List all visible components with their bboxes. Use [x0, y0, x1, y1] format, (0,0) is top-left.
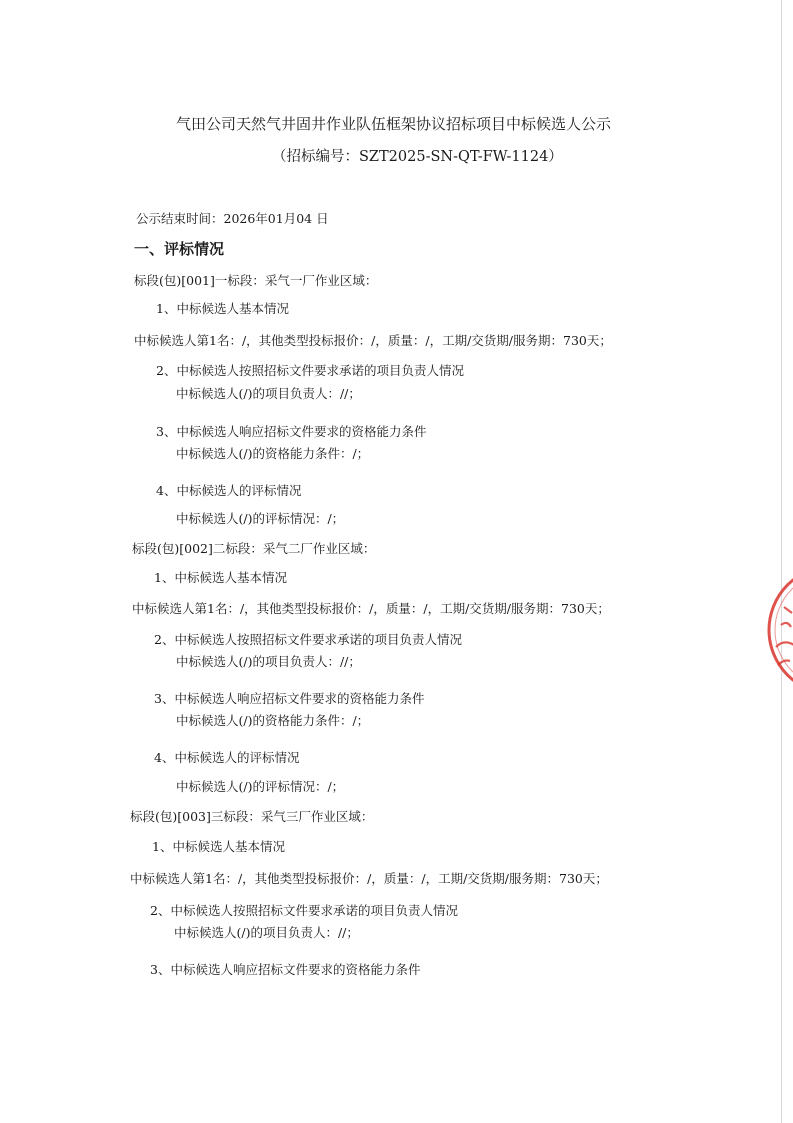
- lot-1-item1-body: 中标候选人第1名：/，其他类型投标报价：/，质量：/，工期/交货期/服务期：730天；: [134, 333, 612, 348]
- lot-1-item2-title: 2、中标候选人按照招标文件要求承诺的项目负责人情况: [156, 363, 464, 378]
- tender-number: （招标编号：SZT2025-SN-QT-FW-1124）: [272, 149, 563, 165]
- lot-2-name: 标段(包)[002]二标段：采气二厂作业区域：: [132, 541, 376, 556]
- lot-2-item3-body: 中标候选人(/)的资格能力条件：/；: [176, 713, 370, 728]
- lot-2-item4-body: 中标候选人(/)的评标情况：/；: [176, 779, 345, 794]
- lot-2-item1-title: 1、中标候选人基本情况: [154, 570, 287, 585]
- lot-2-item1-body: 中标候选人第1名：/，其他类型投标报价：/，质量：/，工期/交货期/服务期：730天；: [132, 601, 610, 616]
- lot-3-item1-title: 1、中标候选人基本情况: [152, 839, 285, 854]
- lot-1-item3-title: 3、中标候选人响应招标文件要求的资格能力条件: [156, 424, 427, 439]
- lot-1-item3-body: 中标候选人(/)的资格能力条件：/；: [176, 446, 370, 461]
- lot-2-item2-body: 中标候选人(/)的项目负责人：//；: [176, 654, 361, 669]
- lot-2-item4-title: 4、中标候选人的评标情况: [154, 750, 300, 765]
- lot-3-item1-body: 中标候选人第1名：/，其他类型投标报价：/，质量：/，工期/交货期/服务期：730天；: [130, 871, 608, 886]
- lot-3-item3-title: 3、中标候选人响应招标文件要求的资格能力条件: [150, 962, 421, 977]
- lot-2-item3-title: 3、中标候选人响应招标文件要求的资格能力条件: [154, 691, 425, 706]
- lot-1-name: 标段(包)[001]一标段：采气一厂作业区域：: [134, 273, 378, 288]
- publicity-end-time: 公示结束时间：2026年01月04 日: [136, 211, 329, 226]
- lot-1-item4-body: 中标候选人(/)的评标情况：/；: [176, 511, 345, 526]
- document-title: 气田公司天然气井固井作业队伍框架协议招标项目中标候选人公示: [176, 115, 612, 133]
- lot-1-item1-title: 1、中标候选人基本情况: [156, 301, 289, 316]
- lot-1-item4-title: 4、中标候选人的评标情况: [156, 483, 302, 498]
- section-heading: 一、评标情况: [134, 240, 225, 258]
- lot-3-item2-body: 中标候选人(/)的项目负责人：//；: [174, 925, 359, 940]
- lot-3-item2-title: 2、中标候选人按照招标文件要求承诺的项目负责人情况: [150, 903, 458, 918]
- lot-2-item2-title: 2、中标候选人按照招标文件要求承诺的项目负责人情况: [154, 632, 462, 647]
- seal-stamp: [748, 555, 793, 705]
- lot-1-item2-body: 中标候选人(/)的项目负责人：//；: [176, 386, 361, 401]
- lot-3-name: 标段(包)[003]三标段：采气三厂作业区域：: [130, 809, 374, 824]
